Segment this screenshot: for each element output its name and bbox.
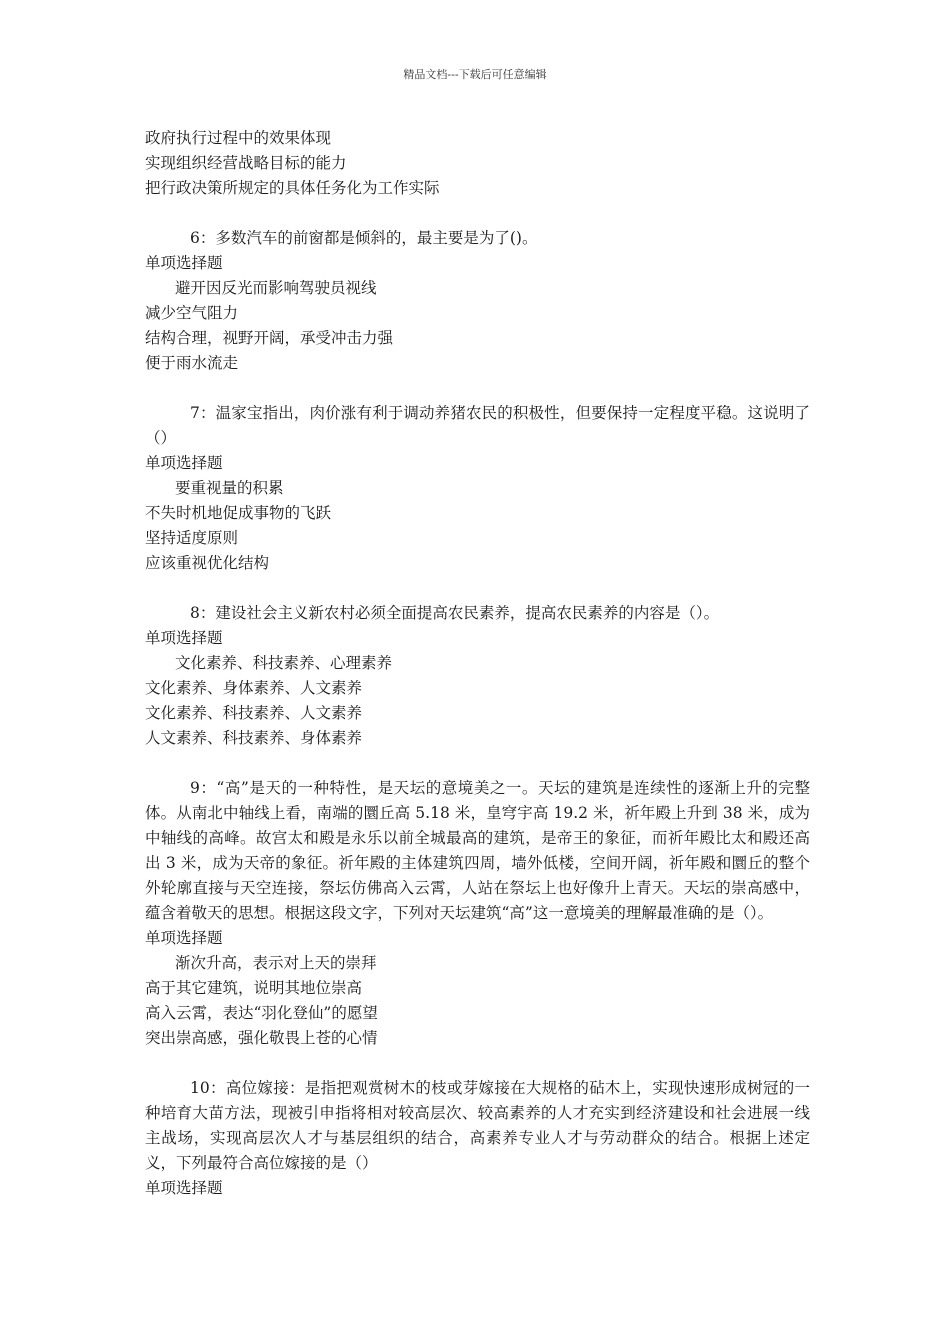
lead-option: 把行政决策所规定的具体任务化为工作实际 bbox=[145, 179, 440, 197]
question-option: 高于其它建筑，说明其地位崇高 bbox=[145, 979, 363, 997]
question-type: 单项选择题 bbox=[145, 1179, 223, 1197]
question-option: 便于雨水流走 bbox=[145, 354, 239, 372]
question-option: 减少空气阻力 bbox=[145, 304, 239, 322]
question-option: 文化素养、科技素养、心理素养 bbox=[175, 654, 393, 672]
question-option: 文化素养、科技素养、人文素养 bbox=[145, 704, 363, 722]
question-type: 单项选择题 bbox=[145, 454, 223, 472]
question-option: 突出崇高感，强化敬畏上苍的心情 bbox=[145, 1029, 378, 1047]
question-option: 人文素养、科技素养、身体素养 bbox=[145, 729, 363, 747]
page-header: 精品文档---下载后可任意编辑 bbox=[403, 68, 547, 81]
document-body bbox=[145, 126, 810, 1201]
question-option: 结构合理，视野开阔，承受冲击力强 bbox=[145, 329, 394, 347]
question-option: 要重视量的积累 bbox=[175, 479, 284, 497]
question-option: 不失时机地促成事物的飞跃 bbox=[145, 504, 332, 522]
question-stem: 7：温家宝指出，肉价涨有利于调动养猪农民的积极性，但要保持一定程度平稳。这说明了（） bbox=[145, 404, 810, 447]
question-option: 文化素养、身体素养、人文素养 bbox=[145, 679, 363, 697]
question-type: 单项选择题 bbox=[145, 254, 223, 272]
lead-option: 政府执行过程中的效果体现 bbox=[145, 129, 332, 147]
question-type: 单项选择题 bbox=[145, 929, 223, 947]
question-option: 坚持适度原则 bbox=[145, 529, 239, 547]
question-option: 高入云霄，表达“羽化登仙”的愿望 bbox=[145, 1004, 378, 1022]
question-stem: 8：建设社会主义新农村必须全面提高农民素养，提高农民素养的内容是（）。 bbox=[190, 604, 720, 622]
question-stem: 9：“高”是天的一种特性，是天坛的意境美之一。天坛的建筑是连续性的逐渐上升的完整体。从南北中轴线上看，南端的圜丘高 5.18 米，皇穹宇高 19.2 米，祈年殿上升到 38 米，成为中轴线的高峰。故宫太和殿是永乐以前全城最高的建筑，是帝王的象征，而祈年殿比太和殿还高出 3 米，成为天帝的象征。祈年殿的主体建筑四周，墙外低楼，空间开阔，祈年殿和圜丘的整个外轮廓直接与天空连接，祭坛仿佛高入云霄，人站在祭坛上也好像升上青天。天坛的崇高感中，蕴含着敬天的思想。根据这段文字，下列对天坛建筑“高”这一意境美的理解最准确的是（）。 bbox=[145, 779, 810, 922]
lead-option: 实现组织经营战略目标的能力 bbox=[145, 154, 347, 172]
question-stem: 6：多数汽车的前窗都是倾斜的，最主要是为了()。 bbox=[190, 229, 538, 247]
question-type: 单项选择题 bbox=[145, 629, 223, 647]
question-stem: 10：高位嫁接：是指把观赏树木的枝或芽嫁接在大规格的砧木上，实现快速形成树冠的一种培育大苗方法，现被引申指将相对较高层次、较高素养的人才充实到经济建设和社会进展一线主战场，实现高层次人才与基层组织的结合，高素养专业人才与劳动群众的结合。根据上述定义，下列最符合高位嫁接的是（） bbox=[145, 1079, 810, 1172]
question-option: 渐次升高，表示对上天的崇拜 bbox=[175, 954, 377, 972]
question-option: 避开因反光而影响驾驶员视线 bbox=[175, 279, 377, 297]
question-option: 应该重视优化结构 bbox=[145, 554, 270, 572]
